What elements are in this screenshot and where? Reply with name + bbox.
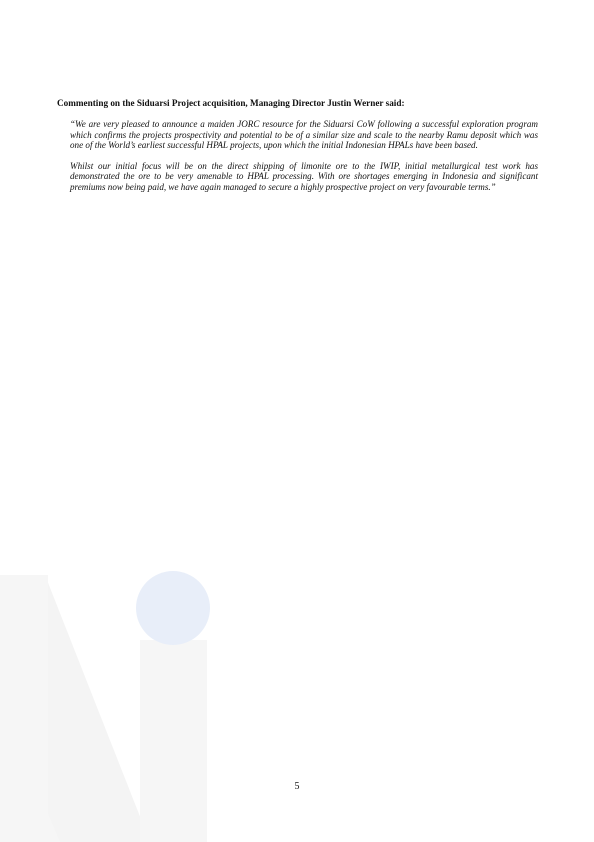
quote-paragraph-2: Whilst our initial focus will be on the direct shipping of limonite ore to the IWIP, initial metallurgical test work has demonstrated the ore to be very amenable to HPAL processing. With ore shortages emerging in Indonesia and significant premiums now being paid, we have again managed to secure a highly prospective project on very favourable terms.” xyxy=(70,160,538,192)
logo-watermark-right-bar xyxy=(140,640,207,842)
quote-paragraph-1: “We are very pleased to announce a maiden JORC resource for the Siduarsi CoW following a successful exploration program which confirms the projects prospectivity and potential to be of a similar size and scale to the nearby Ramu deposit which was one of the World’s earliest successful HPAL projects, upon which the initial Indonesian HPALs have been based. xyxy=(70,119,538,151)
page-number: 5 xyxy=(294,781,300,792)
logo-watermark-left-bar xyxy=(0,575,48,842)
logo-watermark-shape xyxy=(0,571,210,842)
section-heading: Commenting on the Siduarsi Project acquisition, Managing Director Justin Werner said: xyxy=(57,98,405,108)
logo-watermark-dot xyxy=(136,571,210,645)
document-body xyxy=(57,98,538,203)
quote-block xyxy=(70,119,538,193)
